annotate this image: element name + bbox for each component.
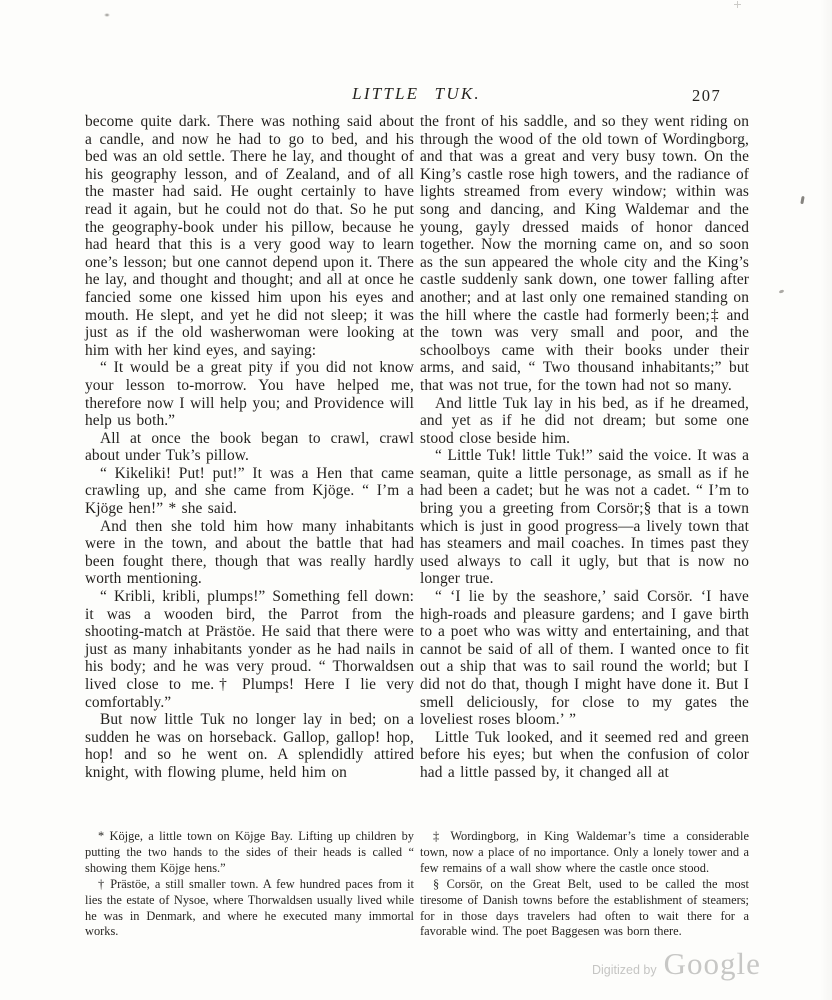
footnote: † Prästöe, a still smaller town. A few hundred paces from it lies the estate of Nysoe, where Thorwaldsen usually lived while he was in Denmark, and where he executed many immortal works. <box>85 876 414 939</box>
paragraph: “ Kikeliki! Put! put!” It was a Hen that came crawling up, and she came from Kjöge. “ I’m a Kjöge hen!” * she said. <box>85 464 414 518</box>
paragraph: But now little Tuk no longer lay in bed; on a sudden he was on horseback. Gallop, gallop! hop, hop! and so he went on. A splendidly attired knight, with flowing plume, held him on <box>85 711 414 781</box>
scan-artifact <box>104 13 110 17</box>
footnote: § Corsör, on the Great Belt, used to be called the most tiresome of Danish towns before the establishment of steamers; for in those days travelers had often to wait there for a favorable wind. The poet Baggesen was born there. <box>420 876 749 939</box>
footnotes-right <box>420 829 749 940</box>
page-number: 207 <box>692 86 722 105</box>
text-column-left <box>85 113 414 782</box>
scan-artifact <box>800 196 804 204</box>
paragraph: “ Kribli, kribli, plumps!” Something fell down: it was a wooden bird, the Parrot from the shooting-match at Prästöe. He said that there were just as many inhabitants yonder as he had nails in his body; and he was very proud. “ Thorwaldsen lived close to me.† Plumps! Here I lie very comfortably.” <box>85 588 414 711</box>
scan-artifact <box>734 1 741 8</box>
paragraph: the front of his saddle, and so they went riding on through the wood of the old town of Wordingborg, and that was a great and very busy town. On the King’s castle rose high towers, and the radiance of lights streamed from every window; within was song and dancing, and King Waldemar and the young, gayly dressed maids of honor danced together. Now the morning came on, and so soon as the sun appeared the whole city and the King’s castle suddenly sank down, one tower falling after another; and at last only one remained standing on the hill where the castle had formerly been;‡ and the town was very small and poor, and the schoolboys came with their books under their arms, and said, “ Two thousand inhabitants;” but that was not true, for the town had not so many. <box>420 113 749 394</box>
paragraph: become quite dark. There was nothing said about a candle, and now he had to go to bed, and his bed was an old settle. There he lay, and thought of his geography lesson, and of Zealand, and of all the master had said. He ought certainly to have read it again, but he could not do that. So he put the geography-book under his pillow, because he had heard that this is a very good way to learn one’s lesson; but one cannot depend upon it. There he lay, and thought and thought; and all at once he fancied some one kissed him upon his eyes and mouth. He slept, and yet he did not sleep; it was just as if the old washerwoman were looking at him with her kind eyes, and saying: <box>85 113 414 359</box>
watermark <box>592 946 761 982</box>
footnote: * Köjge, a little town on Köjge Bay. Lifting up children by putting the two hands to the sides of their heads is called “ showing them Köjge hens.” <box>85 829 414 875</box>
google-logo: Google <box>663 946 761 981</box>
paragraph: And then she told him how many inhabitants were in the town, and about the battle that had been fought there, though that was really hardly worth mentioning. <box>85 517 414 588</box>
text-column-right <box>420 113 749 782</box>
paragraph: And little Tuk lay in his bed, as if he dreamed, and yet as if he did not dream; but some one stood close beside him. <box>420 394 749 447</box>
paragraph: All at once the book began to crawl, crawl about under Tuk’s pillow. <box>85 429 414 465</box>
running-head <box>85 84 748 104</box>
footnotes-left <box>85 829 414 940</box>
page-title: LITTLE TUK. <box>352 84 481 103</box>
scan-artifact <box>779 289 785 294</box>
digitized-by-label: Digitized by <box>592 963 657 977</box>
paragraph: “ ‘I lie by the seashore,’ said Corsör. ‘I have high-roads and pleasure gardens; and I gave birth to a poet who was witty and entertaining, and that cannot be said of all of them. I wanted once to fit out a ship that was to sail round the world; but I did not do that, though I might have done it. But I smell deliciously, for close to my gates the loveliest roses bloom.’ ” <box>420 588 749 729</box>
paragraph: “ Little Tuk! little Tuk!” said the voice. It was a seaman, quite a little personage, as small as if he had been a cadet; but he was not a cadet. “ I’m to bring you a greeting from Corsör;§ that is a town which is just in good progress—a lively town that has steamers and mail coaches. In times past they used always to call it ugly, but that is now no longer true. <box>420 447 749 588</box>
paragraph: Little Tuk looked, and it seemed red and green before his eyes; but when the confusion of color had a little passed by, it changed all at <box>420 728 749 781</box>
footnote: ‡ Wordingborg, in King Waldemar’s time a considerable town, now a place of no importance. Only a lonely tower and a few remains of a wall show where the castle once stood. <box>420 829 749 875</box>
paragraph: “ It would be a great pity if you did not know your lesson to-morrow. You have helped me, therefore now I will help you; and Providence will help us both.” <box>85 359 414 430</box>
